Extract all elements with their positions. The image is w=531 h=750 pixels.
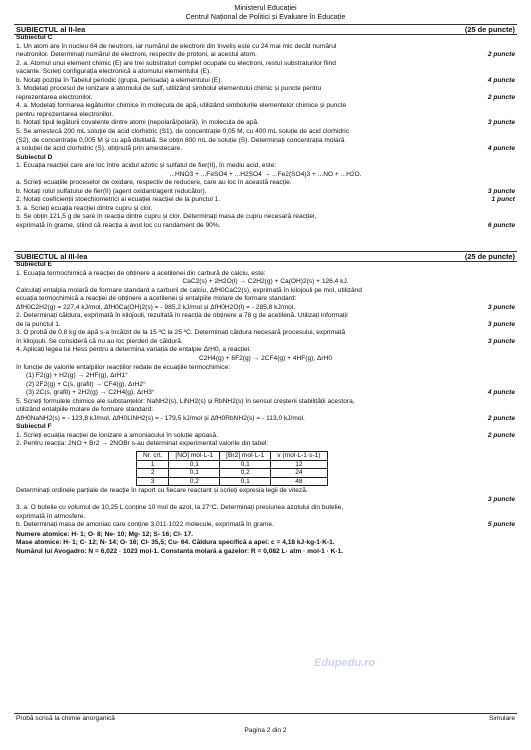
text-line [16,60,515,69]
line-text: 4. a. Modelați formarea legăturilor chimice în molecula de apă, utilizând simbolurile elementelor chimice și puncte [16,102,347,110]
points-label: 1 punct [491,196,515,204]
line-text: 1. Ecuația reacției care are loc între acidul azotic și sulfatul de fier(II), în mediu acid, este: [16,162,277,170]
constants-line: Mase atomice: H- 1; C- 12; N- 14; O- 16; Cl- 35,5; Cu- 64. Căldura specifică a apei: c = 4,18 kJ·kg-1·K-1. [16,539,335,547]
line-text: 1. Scrieți ecuația reacției de ionizare a amoniacului în soluție apoasă. [16,431,218,439]
line-text: (S2), de concentrație 0,005 M și cu apă distilată. Se obțin 800 mL de soluție (S). Determinați concentrația molară [16,136,345,144]
line-text: 3. O probă de 0,8 kg de apă s-a încălzit de la 15 ºC la 25 ºC. Determinați căldura necesară procesului, exprimată [16,329,346,337]
table-header-row [137,452,328,461]
points-label: 3 puncte [487,337,515,345]
text-line [16,513,515,522]
points-label: 2 puncte [487,51,515,59]
line-text: de la punctul 1. [16,320,61,328]
line-text: 2. a. Atomul unui element chimic (E) are trei substraturi complet ocupate cu electroni, restul substraturilor fiind [16,59,336,67]
subject-f-heading: Subiectul F [16,423,52,431]
line-text: în funcție de valorile entalpiilor reacțiilor redate de ecuațiile termochimice: [16,363,231,371]
table-header-cell: Nr. crt. [137,452,169,461]
text-line [16,222,515,231]
table-row [137,469,328,478]
table-cell: 3 [137,477,169,486]
points-label: 2 puncte [487,93,515,101]
points-label: 3 puncte [487,187,515,195]
table-cell: 48 [271,477,327,486]
line-text: 1. Un atom are în nucleu 84 de neutroni, iar numărul de electroni din înveliș este cu 24 mai mic decât numărul [16,42,337,50]
table-cell: 2 [137,469,169,478]
line-text: ΔfH0C2H2(g) = 227,4 kJ/mol, ΔfH0Ca(OH)2(s) = - 985,2 kJ/mol și ΔfH0H2O(l) = - 285,8 kJ/mol. [16,303,296,311]
text-line [16,521,515,530]
text-line [16,389,515,398]
text-line [16,85,515,94]
table-cell: 0,1 [220,477,271,486]
line-text: pentru reprezentarea electronilor. [16,110,114,118]
text-line [16,329,515,338]
line-text: utilizând entalpiile molare de formare standard: [16,406,154,414]
table-header-cell: v (mol·L-1·s-1) [271,452,327,461]
line-text: Calculați entalpia molară de formare standard a carburii de calciu, ΔfH0CaC2(s), exprimată în kilojouli pe mol, utilizând [16,286,362,294]
line-text: 2. Notați coeficienții stoechiometrici ai ecuației reacției de la punctul 1. [16,196,221,204]
line-text: (2) 2F2(g) + C(s, grafit) → CF4(g), ΔrH2° [26,380,146,388]
text-line [16,487,515,496]
subject-c-heading: Subiectul C [16,34,53,41]
footer-left: Probă scrisă la chimie anorganică [16,715,115,722]
line-text: CaC2(s) + 2H2O(l) → C2H2(g) + Ca(OH)2(s) + 126,4 kJ. [182,278,349,286]
text-line [16,415,515,424]
points-label: 4 puncte [487,76,515,84]
line-text: b. Determinați masa de amoniac care conține 3,011·1022 molecule, exprimată în grame. [16,521,274,529]
line-text: ecuația termochimică a reacției de obținere a acetilenei și entalpiile molare de formare standard: [16,295,297,303]
line-text: b. Notați poziția în Tabelul periodic (grupa, perioada) a elementului (E). [16,76,223,84]
text-line [16,295,515,304]
reaction-table-wrap [16,449,515,487]
points-label: 6 puncte [487,222,515,230]
text-line [16,68,515,77]
line-text: ...HNO3 + ...FeSO4 + ...H2SO4 → ...Fe2(SO4)3 + ...NO + ...H2O. [169,170,362,178]
constants-line: Numărul lui Avogadro: N = 6,022 · 1023 mol-1. Constanta molară a gazelor: R = 0,082 L· atm · mol-1 · K-1. [16,547,344,555]
line-text: 5. Scrieți formulele chimice ale substanțelor: NaNH2(s), LiNH2(s) și RbNH2(s) în sensul creșterii stabilității acestora, [16,397,355,405]
section-2-points: (25 de puncte) [464,25,515,34]
table-cell: 0,2 [220,469,271,478]
line-text: b. Notați rolul sulfatului de fier(II) (agent oxidant/agent reducător). [16,187,207,195]
subject-e-heading: Subiectul E [16,261,52,268]
text-line [16,137,515,146]
line-text: 3. a. Scrieți ecuația reacției dintre cupru și clor. [16,204,153,212]
text-line [16,440,515,449]
reaction-rate-table [136,451,328,486]
exam-page [14,0,517,750]
footer-right: Simulare [488,715,515,722]
text-line [16,496,515,505]
text-line [16,179,515,188]
line-text: 3. a. O butelie cu volumul de 10,25 L conține 10 mol de azot, la 27°C. Determinați presiunea azotului din butelie, [16,504,344,512]
line-text: în kilojouli. Se consideră că nu au loc pierderi de căldură. [16,337,183,345]
table-cell: 24 [271,469,327,478]
line-text: (3) 2C(s, grafit) + 2H2(g) → C2H4(g), ΔrH3° [26,389,155,397]
text-line [16,102,515,111]
points-label: 3 puncte [487,495,515,503]
points-label: 3 puncte [487,320,515,328]
text-line [16,304,515,313]
line-text: 1. Ecuația termochimică a reacției de obținere a acetilenei din carbură de calciu, este: [16,269,266,277]
text-line [16,128,515,137]
table-cell: 0,1 [169,460,220,469]
page-footer [14,713,517,723]
section-2-body [16,34,515,231]
text-line [16,171,515,180]
table-cell: 12 [271,460,327,469]
text-line [16,162,515,171]
line-text: b. Notați tipul legăturii covalente dintre atomi (nepolară/polară), în molecula de apă. [16,119,260,127]
text-line [16,504,515,513]
line-text: a soluției de acid clorhidric (S), obținută prin amestecare. [16,145,183,153]
text-line [16,312,515,321]
line-text: exprimată în atmosfere. [16,512,86,520]
points-label: 4 puncte [487,145,515,153]
text-line [16,43,515,52]
line-text: exprimată în grame, știind că reacția a avut loc cu randament de 90%. [16,222,221,230]
text-line [16,205,515,214]
text-line [16,338,515,347]
text-line [16,213,515,222]
text-line [16,145,515,154]
table-header-cell: [Br2] mol·L-1 [220,452,271,461]
text-line [16,51,515,60]
text-line [16,432,515,441]
section-3-points: (25 de puncte) [464,252,515,261]
line-text: a. Scrieți ecuațiile proceselor de oxidare, respectiv de reducere, care au loc în această reacție. [16,179,292,187]
center-header: Centrul Național de Politici și Evaluare în Educație [185,12,346,21]
section-3-body [16,261,515,556]
text-line [16,111,515,120]
table-row [137,460,328,469]
text-line [16,398,515,407]
points-label: 5 puncte [487,521,515,529]
line-text: neutronilor. Determinați numărul de electroni, respectiv de protoni, ai acestui atom. [16,51,257,59]
line-text: b. Se obțin 121,5 g de sare în reacția dintre cupru și clor. Determinați masa de cupru necesară reacției, [16,213,317,221]
table-cell: 0,1 [169,469,220,478]
line-text: reprezentarea electronilor. [16,93,93,101]
points-label: 3 puncte [487,303,515,311]
text-line [16,321,515,330]
page-number: Pagina 2 din 2 [244,727,287,734]
text-line [16,406,515,415]
line-text: 2. Pentru reacția: 2NO + Br2 → 2NOBr s-au determinat experimental valorile din tabel: [16,440,269,448]
text-line [16,381,515,390]
line-text: 3. Modelați procesul de ionizare a atomului de sulf, utilizând simbolul elementului chimic și puncte pentru [16,85,322,93]
line-text: 2. Determinați căldura, exprimată în kilojouli, rezultată în reacția de obținere a 78 g de acetilenă. Utilizați informații [16,312,348,320]
table-cell: 0,1 [220,460,271,469]
table-cell: 1 [137,460,169,469]
table-cell: 0,2 [169,477,220,486]
constants-line: Numere atomice: H- 1; O- 8; Ne- 10; Mg- 12; S- 16; Cl- 17. [16,530,193,538]
text-line [16,94,515,103]
line-text: (1) F2(g) + H2(g) → 2HF(g), ΔrH1° [26,372,128,380]
points-label: 3 puncte [487,119,515,127]
text-line [16,196,515,205]
text-line [16,364,515,373]
text-line [16,278,515,287]
line-text: 4. Aplicați legea lui Hess pentru a determina variația de entalpie ΔrH0, a reacției: [16,346,251,354]
points-label: 4 puncte [487,389,515,397]
line-text: Determinați ordinele parțiale de reacție în raport cu fiecare reactant și scrieți expresia legii de viteză. [16,487,308,495]
text-line [16,355,515,364]
text-line [16,372,515,381]
table-header-cell: [NO] mol·L-1 [169,452,220,461]
line-text: ΔfH0NaNH2(s) = - 123,8 kJ/mol, ΔfH0LiNH2(s) = - 179,5 kJ/mol și ΔfH0RbNH2(s) = - 113,0 kJ/mol. [16,414,305,422]
text-line [16,270,515,279]
points-label: 2 puncte [487,414,515,422]
text-line [16,287,515,296]
table-row [137,477,328,486]
text-line [16,77,515,86]
line-text: vacante. Scrieți configurația electronică a atomului elementului (E). [16,68,211,76]
text-line [16,188,515,197]
text-line [16,119,515,128]
watermark-text: Edupedu.ro [314,657,376,669]
subject-d-heading: Subiectul D [16,153,53,161]
text-line [16,346,515,355]
section-3-title: SUBIECTUL al III-lea [16,252,88,261]
line-text: 5. Se amestecă 200 mL soluție de acid clorhidric (S1), de concentrație 0,05 M, cu 400 mL soluție de acid clorhidric [16,128,350,136]
section-2-title: SUBIECTUL al II-lea [16,25,86,34]
line-text: C2H4(g) + 6F2(g) → 2CF4(g) + 4HF(g), ΔrH0 [198,355,332,363]
ministry-header: Ministerul Educației [234,3,297,12]
points-label: 2 puncte [487,431,515,439]
